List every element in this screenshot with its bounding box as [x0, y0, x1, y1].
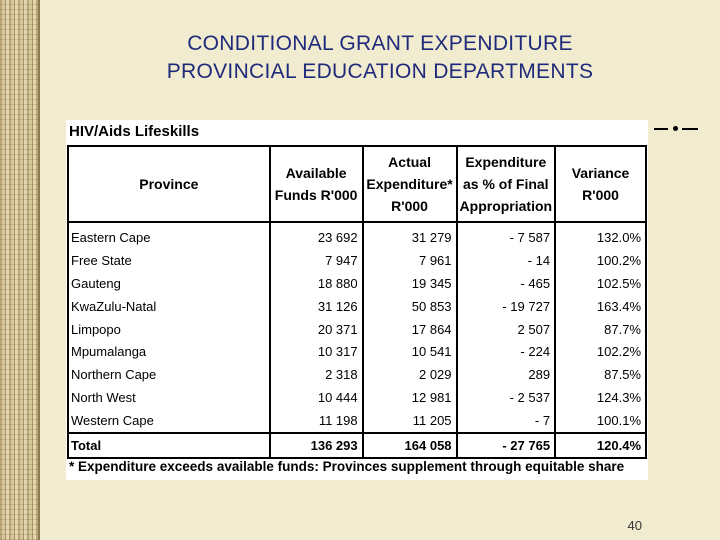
- table-footnote: * Expenditure exceeds available funds: Provinces supplement through equitable share: [69, 459, 625, 474]
- actual-cell: 19 345: [363, 273, 457, 296]
- footnote-underline-gap: [66, 478, 274, 480]
- variance-cell: 163.4%: [555, 295, 646, 318]
- variance-cell: 87.7%: [555, 318, 646, 341]
- slide-title-line-1: CONDITIONAL GRANT EXPENDITURE: [187, 32, 573, 55]
- province-cell: Northern Cape: [68, 364, 270, 387]
- expenditure-cell: - 465: [457, 273, 556, 296]
- dash-segment: [682, 128, 698, 130]
- expenditure-cell: - 2 537: [457, 387, 556, 410]
- dot-marker: [673, 126, 678, 131]
- table-row: [68, 250, 646, 273]
- province-cell: Eastern Cape: [68, 222, 270, 250]
- decorative-dash-line: [654, 128, 698, 130]
- expenditure-cell: 289: [457, 364, 556, 387]
- table-row: [68, 318, 646, 341]
- actual-cell: 12 981: [363, 387, 457, 410]
- expenditure-cell: - 14: [457, 250, 556, 273]
- strip-edge-divider: [38, 0, 40, 540]
- table-row: [68, 364, 646, 387]
- variance-cell: 132.0%: [555, 222, 646, 250]
- province-cell: Limpopo: [68, 318, 270, 341]
- page-number: 40: [627, 518, 642, 533]
- table-row: [68, 222, 646, 250]
- total-label-cell: Total: [68, 433, 270, 458]
- actual-cell: 10 541: [363, 341, 457, 364]
- actual-cell: 11 205: [363, 409, 457, 433]
- total-expenditure-cell: - 27 765: [457, 433, 556, 458]
- province-cell: North West: [68, 387, 270, 410]
- available-cell: 7 947: [270, 250, 363, 273]
- actual-cell: 31 279: [363, 222, 457, 250]
- table-row: [68, 273, 646, 296]
- table-row: [68, 295, 646, 318]
- table-header-row: [68, 146, 646, 222]
- variance-cell: 102.5%: [555, 273, 646, 296]
- available-cell: 20 371: [270, 318, 363, 341]
- actual-cell: 50 853: [363, 295, 457, 318]
- table-row: [68, 409, 646, 433]
- expenditure-cell: - 7 587: [457, 222, 556, 250]
- total-actual-cell: 164 058: [363, 433, 457, 458]
- slide-title: [60, 30, 700, 86]
- available-cell: 10 317: [270, 341, 363, 364]
- available-cell: 23 692: [270, 222, 363, 250]
- available-cell: 11 198: [270, 409, 363, 433]
- actual-cell: 2 029: [363, 364, 457, 387]
- province-cell: Gauteng: [68, 273, 270, 296]
- table-heading: HIV/Aids Lifeskills: [69, 123, 200, 140]
- variance-cell: 100.1%: [555, 409, 646, 433]
- province-cell: KwaZulu-Natal: [68, 295, 270, 318]
- variance-cell: 102.2%: [555, 341, 646, 364]
- available-cell: 18 880: [270, 273, 363, 296]
- expenditure-table: [67, 145, 647, 459]
- total-variance-cell: 120.4%: [555, 433, 646, 458]
- expenditure-cell: 2 507: [457, 318, 556, 341]
- total-available-cell: 136 293: [270, 433, 363, 458]
- province-cell: Free State: [68, 250, 270, 273]
- decorative-left-strip: [0, 0, 38, 540]
- expenditure-cell: - 19 727: [457, 295, 556, 318]
- dash-segment: [654, 128, 668, 130]
- actual-cell: 17 864: [363, 318, 457, 341]
- column-header: Available Funds R'000: [270, 146, 363, 222]
- table-row: [68, 341, 646, 364]
- total-row: [68, 433, 646, 458]
- slide-title-line-2: PROVINCIAL EDUCATION DEPARTMENTS: [166, 60, 594, 83]
- available-cell: 10 444: [270, 387, 363, 410]
- table-row: [68, 387, 646, 410]
- column-header: Expenditure as % of Final Appropriation: [457, 146, 556, 222]
- variance-cell: 87.5%: [555, 364, 646, 387]
- column-header: Actual Expenditure* R'000: [363, 146, 457, 222]
- expenditure-cell: - 224: [457, 341, 556, 364]
- actual-cell: 7 961: [363, 250, 457, 273]
- expenditure-cell: - 7: [457, 409, 556, 433]
- province-cell: Western Cape: [68, 409, 270, 433]
- province-cell: Mpumalanga: [68, 341, 270, 364]
- column-header: Province: [68, 146, 270, 222]
- column-header: Variance R'000: [555, 146, 646, 222]
- available-cell: 2 318: [270, 364, 363, 387]
- lifeskills-table-panel: [66, 120, 648, 480]
- variance-cell: 124.3%: [555, 387, 646, 410]
- variance-cell: 100.2%: [555, 250, 646, 273]
- available-cell: 31 126: [270, 295, 363, 318]
